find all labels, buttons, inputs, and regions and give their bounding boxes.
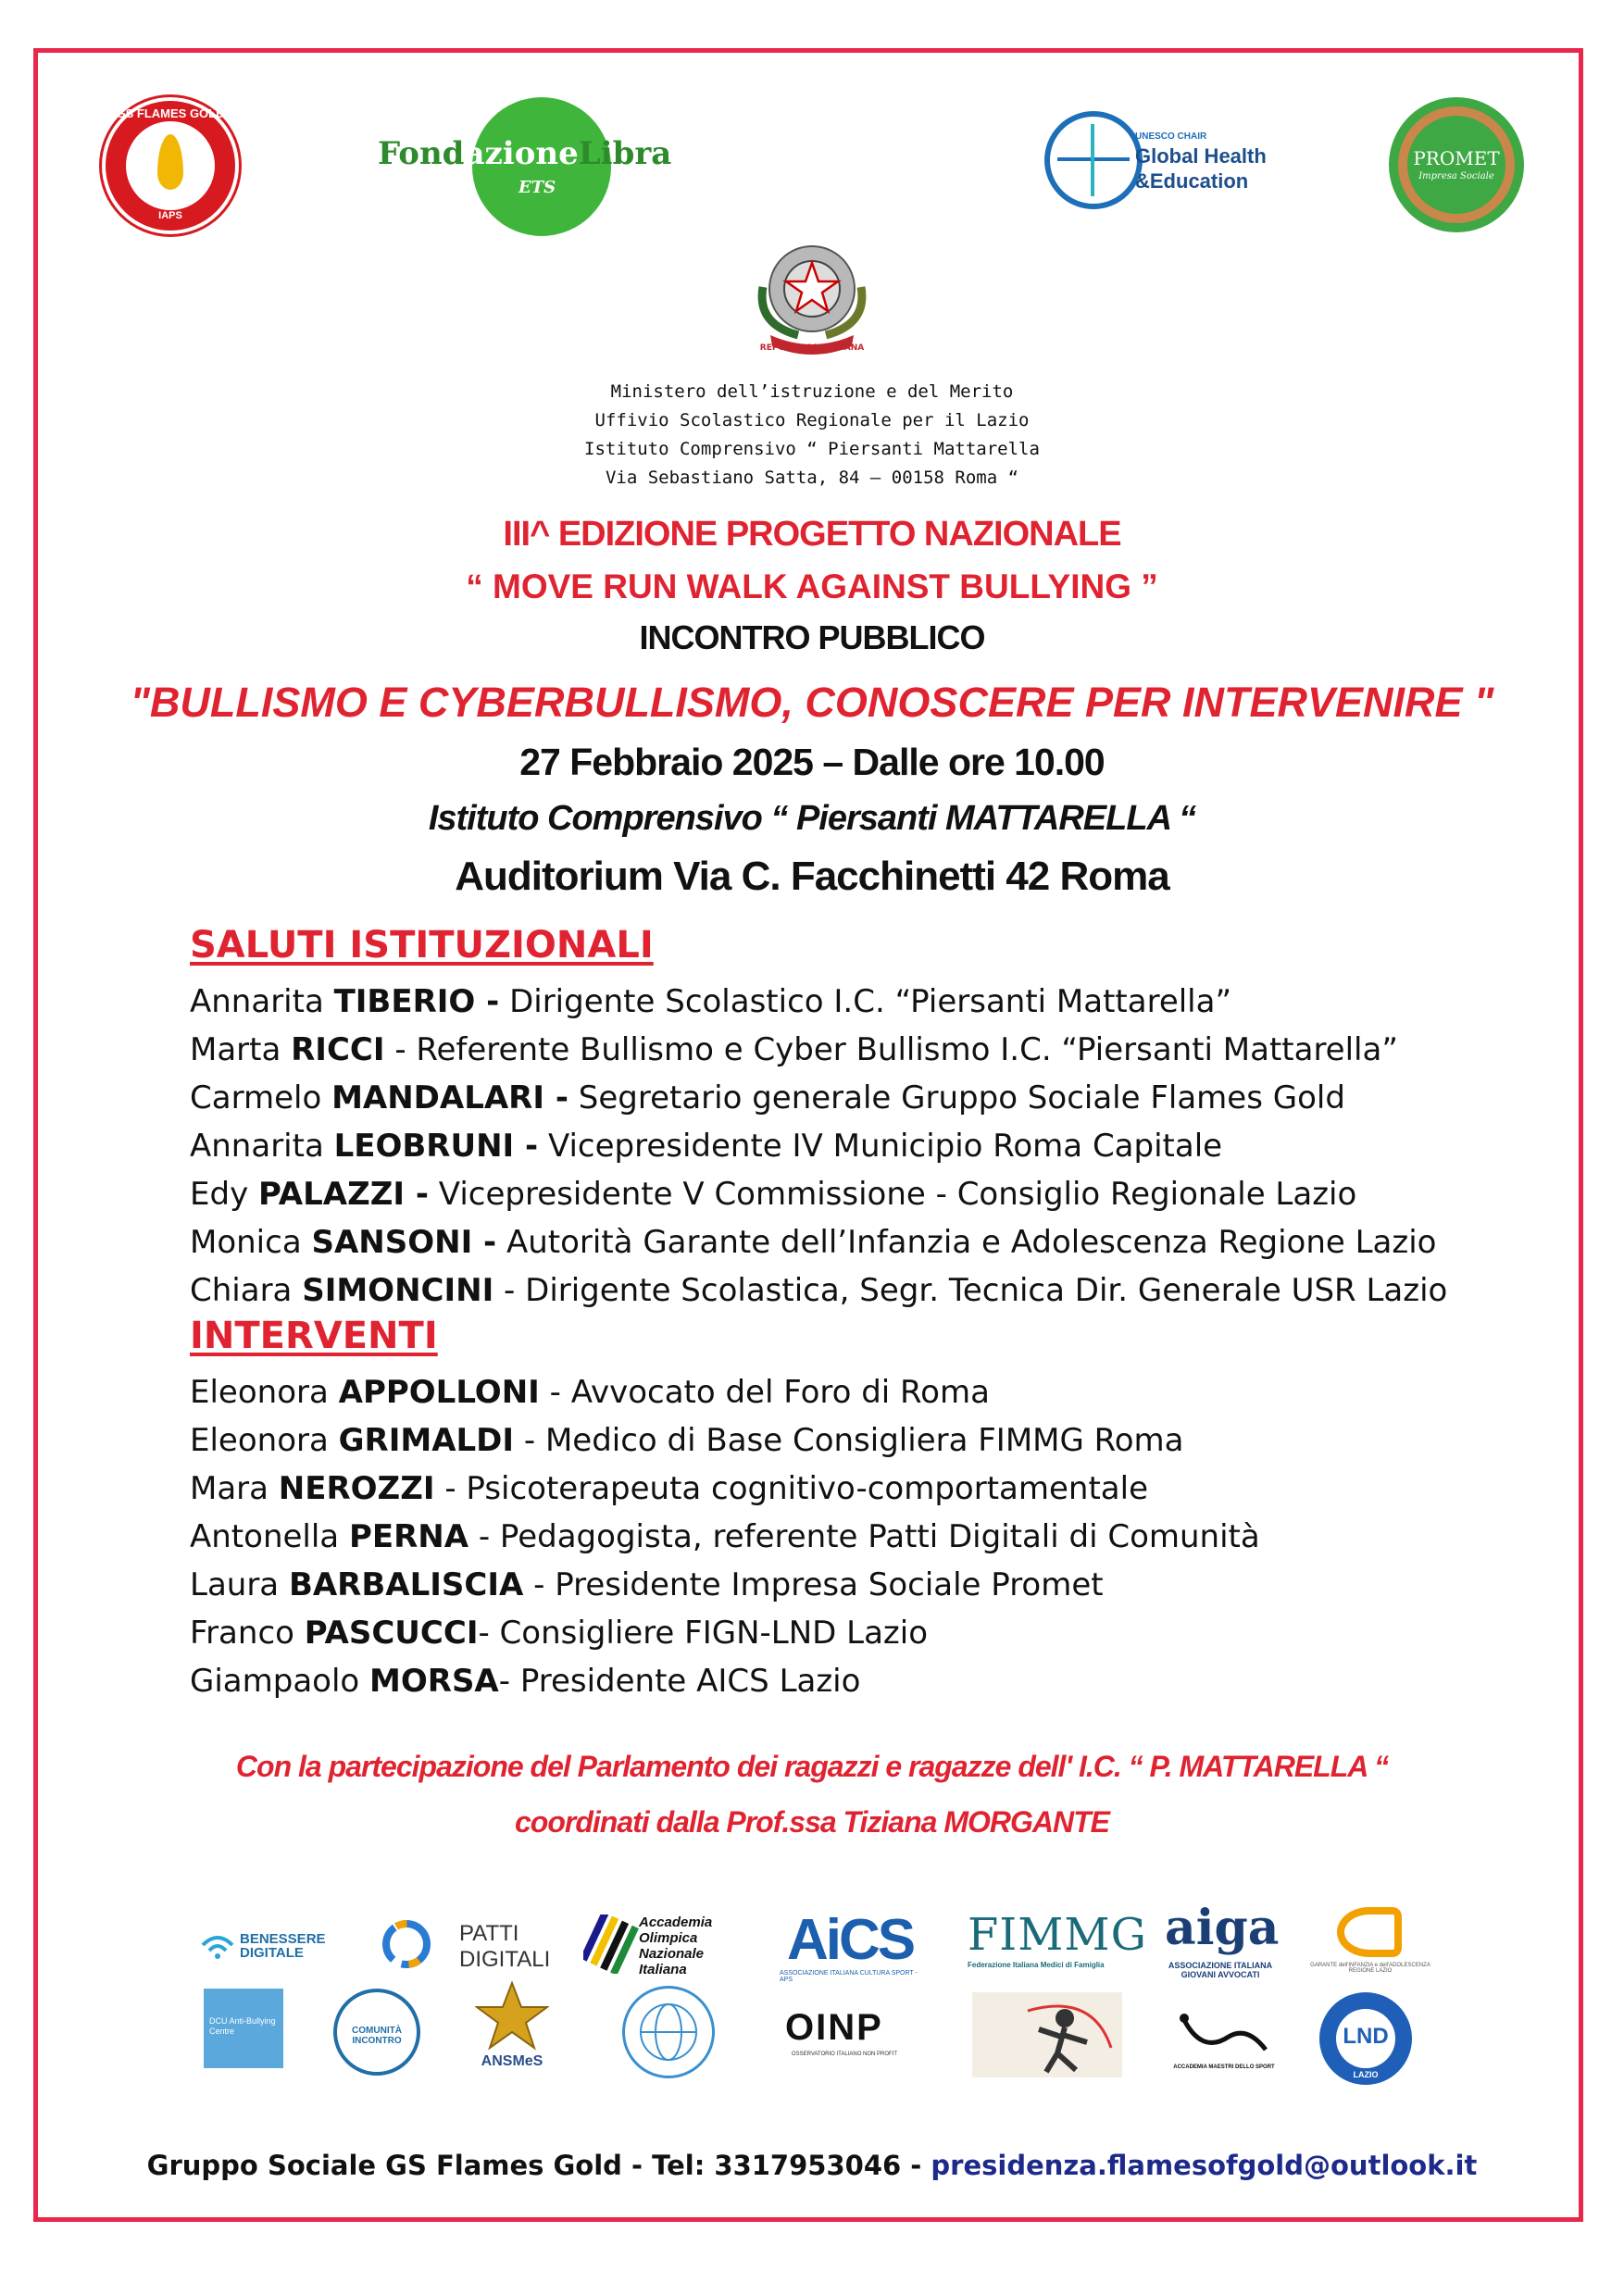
global-health-label: Global Health <box>1135 144 1267 168</box>
aiga-logo: aiga ASSOCIAZIONE ITALIANA GIOVANI AVVOCATI <box>1165 1900 1280 1979</box>
saluti-heading: SALUTI ISTITUZIONALI <box>190 924 654 967</box>
event-date: 27 Febbraio 2025 – Dalle ore 10.00 <box>519 741 1105 783</box>
garante-mark-icon <box>1337 1907 1402 1957</box>
globe-icon <box>1044 111 1143 209</box>
flame-icon <box>157 134 183 190</box>
unesco-chair-label: UNESCO CHAIR <box>1135 131 1207 142</box>
promet-name: PROMET <box>1413 147 1500 169</box>
fondazione-libra-logo: FondazioneLibra <box>378 135 672 172</box>
promet-sub: Impresa Sociale <box>1418 171 1494 181</box>
list-item: Giampaolo MORSA- Presidente AICS Lazio <box>190 1663 861 1700</box>
globe-lines-icon <box>636 2000 701 2064</box>
event-venue: Istituto Comprensivo “ Piersanti MATTARELLA “ <box>428 799 1196 838</box>
benessere-digitale-logo: BENESSERE DIGITALE <box>199 1921 347 1967</box>
garante-infanzia-logo: GARANTE dell'INFANZIA e dell'ADOLESCENZA REGIONE LAZIO <box>1305 1907 1435 1981</box>
dancer-icon <box>1173 2009 1275 2061</box>
list-item: Edy PALAZZI - Vicepresidente V Commissione - Consiglio Regionale Lazio <box>190 1176 1357 1213</box>
event-title: "BULLISMO E CYBERBULLISMO, CONOSCERE PER INTERVENIRE " <box>130 679 1494 726</box>
aics-logo: AiCS ASSOCIAZIONE ITALIANA CULTURA SPORT - APS <box>780 1908 918 1983</box>
accademia-olimpica-logo: Accademia Olimpica Nazionale Italiana <box>583 1907 731 1981</box>
institution-block <box>0 378 1624 493</box>
office-line: Uffivio Scolastico Regionale per il Lazio <box>594 410 1030 430</box>
meeting-label: INCONTRO PUBBLICO <box>639 618 985 656</box>
event-address: Auditorium Via C. Facchinetti 42 Roma <box>455 854 1169 899</box>
education-label: &Education <box>1135 169 1249 193</box>
ansmes-logo: ANSMeS <box>468 1981 556 2074</box>
patti-digitali-logo: PATTI DIGITALI <box>380 1912 556 1977</box>
list-item: Monica SANSONI - Autorità Garante dell’Infanzia e Adolescenza Regione Lazio <box>190 1224 1437 1261</box>
ministry-line: Ministero dell’istruzione e del Merito <box>610 381 1014 402</box>
list-item: Carmelo MANDALARI - Segretario generale Gruppo Sociale Flames Gold <box>190 1079 1345 1116</box>
list-item: Annarita TIBERIO - Dirigente Scolastico I.C. “Piersanti Mattarella” <box>190 983 1232 1020</box>
list-item: Antonella PERNA - Pedagogista, referente Patti Digitali di Comunità <box>190 1518 1260 1555</box>
sport-image-logo <box>972 1992 1122 2077</box>
olympic-rings-icon <box>583 1915 639 1974</box>
lnd-lazio-logo: LND LAZIO <box>1319 1992 1412 2085</box>
emblem-ribbon-text: REPVBBLICA ITALIANA <box>759 343 865 353</box>
interventi-heading: INTERVENTI <box>190 1315 438 1357</box>
fondazione-ets-label: ETS <box>518 178 556 197</box>
list-item: Eleonora APPOLLONI - Avvocato del Foro di Roma <box>190 1374 990 1411</box>
gs-flames-gold-logo <box>102 97 239 234</box>
promet-logo <box>1389 97 1524 232</box>
gs-logo-bottom-text: IAPS <box>158 210 182 221</box>
footer-text: Gruppo Sociale GS Flames Gold - Tel: 3317953046 - <box>146 2150 931 2181</box>
list-item: Eleonora GRIMALDI - Medico di Base Consigliera FIMMG Roma <box>190 1422 1184 1459</box>
participation-line1: Con la partecipazione del Parlamento dei ragazzi e ragazze dell' I.C. “ P. MATTARELLA “ <box>235 1750 1389 1783</box>
list-item: Mara NEROZZI - Psicoterapeuta cognitivo-comportamentale <box>190 1470 1148 1507</box>
saluti-list <box>190 978 1447 1315</box>
list-item: Laura BARBALISCIA - Presidente Impresa Sociale Promet <box>190 1566 1104 1603</box>
footer-email-link[interactable]: presidenza.flamesofgold@outlook.it <box>931 2150 1478 2181</box>
comunita-incontro-logo: COMUNITÀ INCONTRO <box>333 1989 420 2076</box>
athlete-silhouette-icon <box>972 1992 1122 2077</box>
star-icon <box>475 1981 549 2052</box>
patti-circle-icon <box>380 1917 433 1971</box>
list-item: Chiara SIMONCINI - Dirigente Scolastica, Segr. Tecnica Dir. Generale USR Lazio <box>190 1272 1448 1309</box>
dcu-anti-bullying-logo: DCU Anti-Bullying Centre <box>204 1989 283 2068</box>
edition-heading: III^ EDIZIONE PROGETTO NAZIONALE <box>503 515 1121 554</box>
accademia-maestri-sport-logo: ACCADEMIA MAESTRI DELLO SPORT <box>1168 2009 1280 2083</box>
project-title: “ MOVE RUN WALK AGAINST BULLYING ” <box>466 568 1158 605</box>
list-item: Annarita LEOBRUNI - Vicepresidente IV Municipio Roma Capitale <box>190 1128 1223 1165</box>
school-line: Istituto Comprensivo “ Piersanti Mattarella <box>584 439 1040 459</box>
list-item: Franco PASCUCCI- Consigliere FIGN-LND Lazio <box>190 1615 929 1652</box>
italian-republic-emblem-icon <box>743 231 881 361</box>
address-line: Via Sebastiano Satta, 84 – 00158 Roma “ <box>605 468 1019 488</box>
gs-logo-top-text: GS FLAMES GOLD <box>116 106 225 120</box>
wifi-icon <box>199 1928 236 1960</box>
interventi-list <box>190 1368 1260 1705</box>
list-item: Marta RICCI - Referente Bullismo e Cyber Bullismo I.C. “Piersanti Mattarella” <box>190 1031 1398 1068</box>
footer-contact <box>0 2150 1624 2181</box>
fimmg-logo: FIMMG Federazione Italiana Medici di Famiglia <box>968 1909 1147 1969</box>
participation-line2: coordinati dalla Prof.ssa Tiziana MORGANTE <box>515 1805 1109 1839</box>
comitato-internazionale-logo <box>622 1986 715 2078</box>
oinp-logo: OINP OSSERVATORIO ITALIANO NON PROFIT <box>785 2007 898 2057</box>
